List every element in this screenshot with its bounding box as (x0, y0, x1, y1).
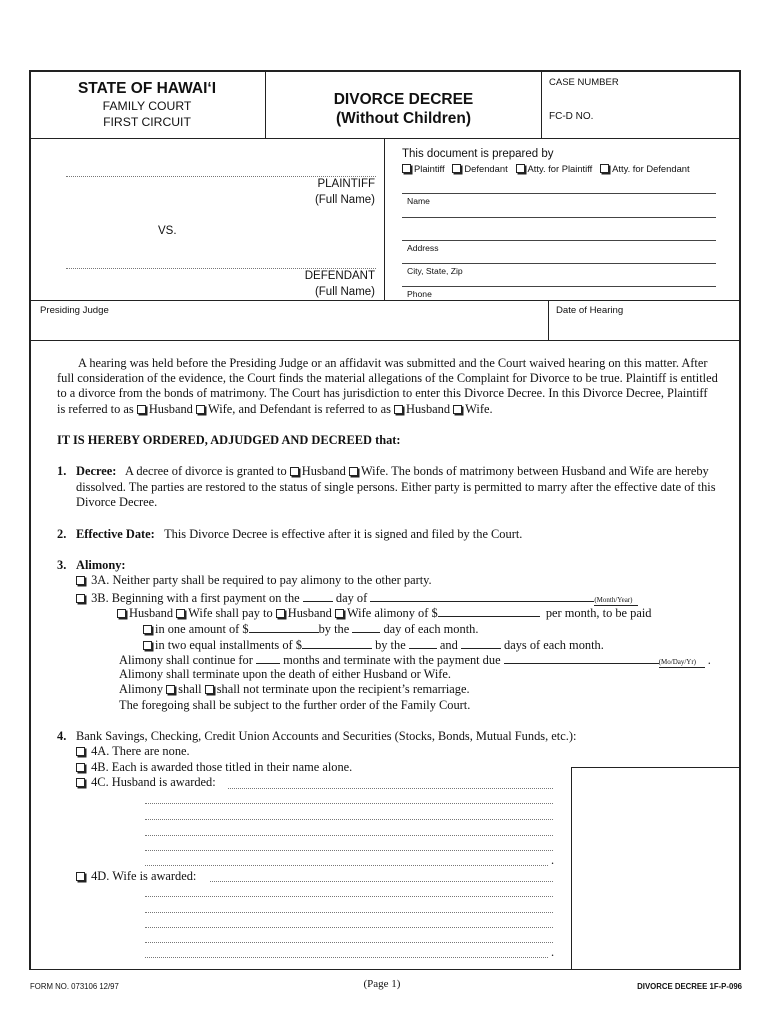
payee-wife-checkbox[interactable] (335, 609, 344, 618)
preparer-address-field[interactable] (402, 240, 716, 241)
name-label: Name (407, 196, 430, 206)
prepared-by-label: This document is prepared by (402, 148, 554, 160)
alimony-end-date-field[interactable] (504, 651, 659, 664)
plaintiff-wife-checkbox[interactable] (196, 405, 205, 414)
preparer-phone-field[interactable] (402, 286, 716, 287)
wife-award-line-3[interactable] (145, 912, 553, 913)
accounts-4d-checkbox[interactable] (76, 872, 85, 881)
wife-award-period: . (551, 945, 555, 959)
payer-husband-checkbox[interactable] (117, 609, 126, 618)
plaintiff-name-line[interactable] (66, 176, 376, 177)
accounts-4a-checkbox[interactable] (76, 747, 85, 756)
form-id: DIVORCE DECREE 1F-P-096 (637, 982, 742, 991)
defendant-wife-checkbox[interactable] (453, 405, 462, 414)
first-payment-day-field[interactable] (303, 589, 333, 602)
prep-atty-defendant-checkbox[interactable] (600, 164, 609, 173)
husband-award-line-1[interactable] (228, 788, 553, 789)
payer-wife-checkbox[interactable] (176, 609, 185, 618)
date-of-hearing-label: Date of Hearing (556, 305, 624, 316)
frame-bottom (29, 969, 741, 970)
state-title: STATE OF HAWAI‘I (77, 80, 217, 97)
filing-stamp-box (571, 767, 572, 970)
preparer-city-field[interactable] (402, 263, 716, 264)
installment-amount-field[interactable] (302, 636, 372, 649)
s1-line-1: Decree: A decree of divorce is granted to Husband Wife. The bonds of matrimony between Husband and Wife are hereby (76, 464, 709, 478)
alimony-months-field[interactable] (256, 651, 280, 664)
s3b-line-1: 3B. Beginning with a first payment on the day of (Month/Year) (76, 589, 638, 607)
installment-day-2-field[interactable] (461, 636, 501, 649)
s2-number: 2. (57, 527, 67, 541)
wife-award-line-2[interactable] (145, 896, 553, 897)
decree-wife-checkbox[interactable] (349, 467, 358, 476)
s2-line: Effective Date: This Divorce Decree is effective after it is signed and filed by the Court. (76, 527, 523, 541)
alimony-shall-checkbox[interactable] (166, 685, 175, 694)
wife-award-line-6[interactable] (145, 957, 548, 958)
s3a-line: 3A. Neither party shall be required to pay alimony to the other party. (76, 573, 432, 589)
wife-award-line-5[interactable] (145, 942, 553, 943)
preparer-name-field-2[interactable] (402, 217, 716, 218)
accounts-4c-checkbox[interactable] (76, 778, 85, 787)
phone-label: Phone (407, 289, 432, 299)
plaintiff-label: PLAINTIFF (317, 178, 375, 190)
decree-husband-checkbox[interactable] (290, 467, 299, 476)
wife-award-line-1[interactable] (210, 881, 553, 882)
s4a-line: 4A. There are none. (76, 744, 190, 760)
s4-number: 4. (57, 729, 67, 743)
wife-award-line-4[interactable] (145, 927, 553, 928)
versus: VS. (158, 225, 177, 237)
two-installments-checkbox[interactable] (143, 641, 152, 650)
city-label: City, State, Zip (407, 266, 463, 276)
preparer-name-field[interactable] (402, 193, 716, 194)
s3b-line-4: in two equal installments of $ by the and days of each month. (143, 636, 604, 654)
s3b-line-2: Husband Wife shall pay to Husband Wife alimony of $ per month, to be paid (117, 604, 652, 622)
intro-line-4: is referred to as Husband Wife, and Defendant is referred to as Husband Wife. (57, 402, 493, 416)
page-number: (Page 1) (363, 978, 401, 990)
payee-husband-checkbox[interactable] (276, 609, 285, 618)
frame-left (29, 70, 31, 970)
mo-day-yr-hint: (Mo/Day/Yr) (659, 655, 705, 668)
s3b-line-8: The foregoing shall be subject to the further order of the Family Court. (119, 698, 471, 712)
husband-award-line-4[interactable] (145, 835, 553, 836)
month-year-hint: (Month/Year) (594, 593, 638, 606)
defendant-label: DEFENDANT (304, 270, 375, 282)
prep-defendant-checkbox[interactable] (452, 164, 461, 173)
s4-title: Bank Savings, Checking, Credit Union Accounts and Securities (Stocks, Bonds, Mutual Funds, etc.): (76, 729, 577, 743)
address-label: Address (407, 243, 439, 253)
intro-line-1: A hearing was held before the Presiding Judge or an affidavit was submitted and the Court waived hearing on this matter. After (78, 356, 708, 370)
s3b-line-3: in one amount of $ by the day of each month. (143, 620, 478, 638)
s3b-line-5: Alimony shall continue for months and terminate with the payment due (Mo/Day/Yr) . (119, 653, 711, 667)
plaintiff-husband-checkbox[interactable] (137, 405, 146, 414)
prepared-by-options: Plaintiff Defendant Atty. for Plaintiff Atty. for Defendant (402, 163, 690, 174)
one-amount-day-field[interactable] (352, 620, 380, 633)
s3b-line-6: Alimony shall terminate upon the death of either Husband or Wife. (119, 667, 452, 681)
s3b-line-7: Alimony shall shall not terminate upon the recipient’s remarriage. (119, 682, 470, 696)
one-amount-field[interactable] (249, 620, 319, 633)
alimony-3a-checkbox[interactable] (76, 576, 85, 585)
one-amount-checkbox[interactable] (143, 625, 152, 634)
s4b-line: 4B. Each is awarded those titled in their name alone. (76, 760, 352, 776)
installment-day-1-field[interactable] (409, 636, 437, 649)
husband-award-period: . (551, 853, 555, 867)
form-number: FORM NO. 073106 12/97 (30, 982, 119, 991)
circuit-name: FIRST CIRCUIT (103, 115, 191, 129)
s1-line-3: Divorce Decree. (76, 495, 158, 509)
plaintiff-full-name: (Full Name) (314, 194, 375, 206)
defendant-full-name: (Full Name) (314, 286, 375, 298)
document-subtitle: (Without Children) (335, 110, 472, 127)
document-title: DIVORCE DECREE (333, 91, 474, 108)
alimony-3b-checkbox[interactable] (76, 594, 85, 603)
s4c-line: 4C. Husband is awarded: (76, 775, 216, 791)
s1-number: 1. (57, 464, 67, 478)
presiding-judge-label: Presiding Judge (40, 305, 109, 316)
prep-plaintiff-checkbox[interactable] (402, 164, 411, 173)
husband-award-line-5[interactable] (145, 850, 553, 851)
defendant-husband-checkbox[interactable] (394, 405, 403, 414)
s4d-line: 4D. Wife is awarded: (76, 869, 196, 885)
intro-line-3: to a divorce from the bonds of matrimony. The Court has jurisdiction to enter this Divorce Decree. In this Divorce Decree, Plaintiff (57, 386, 708, 400)
court-name: FAMILY COURT (102, 99, 192, 113)
alimony-shall-not-checkbox[interactable] (205, 685, 214, 694)
defendant-name-line[interactable] (66, 268, 376, 269)
husband-award-line-3[interactable] (145, 819, 553, 820)
first-payment-month-field[interactable] (370, 589, 594, 602)
frame-top (29, 70, 741, 72)
case-number-label: CASE NUMBER (549, 77, 619, 88)
case-no-label: FC-D NO. (549, 111, 594, 122)
husband-award-line-6[interactable] (145, 865, 548, 866)
prep-atty-plaintiff-checkbox[interactable] (516, 164, 525, 173)
s1-line-2: dissolved. The parties are restored to the status of single persons. Either party is permitted to marry after the effective date of this (76, 480, 716, 494)
accounts-4b-checkbox[interactable] (76, 763, 85, 772)
frame-right (739, 70, 741, 970)
intro-line-2: full consideration of the evidence, the Court finds the material allegations of the Complaint for Divorce to be true. Plaintiff is entitled (57, 371, 718, 385)
husband-award-line-2[interactable] (145, 803, 553, 804)
s3-title: Alimony: (76, 558, 126, 572)
alimony-amount-field[interactable] (438, 604, 540, 617)
ordered-heading: IT IS HEREBY ORDERED, ADJUDGED AND DECREED that: (57, 433, 401, 447)
s3-number: 3. (57, 558, 67, 572)
